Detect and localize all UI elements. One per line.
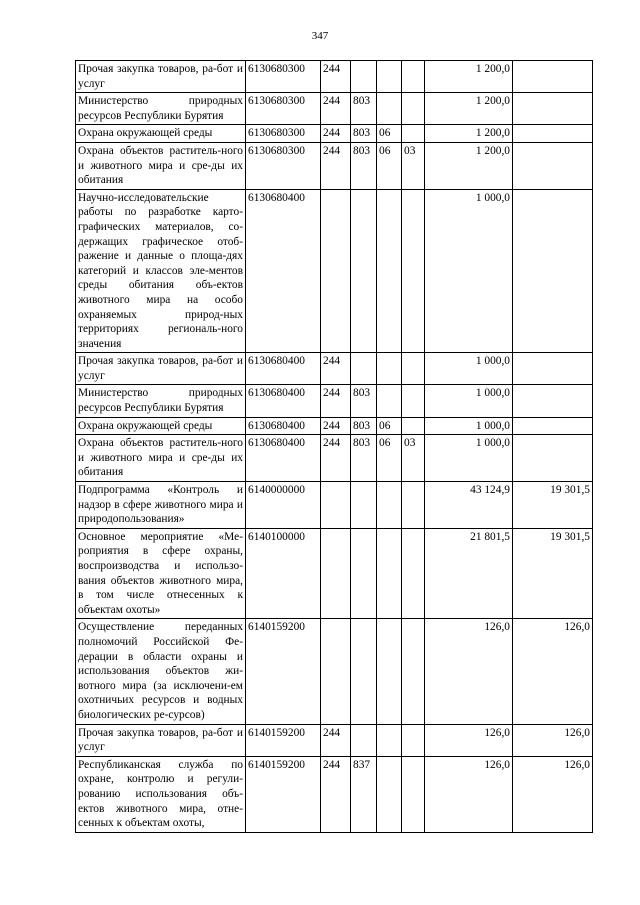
subsection-cell (402, 61, 425, 93)
section-cell: 06 (377, 417, 402, 435)
budget-table (75, 60, 593, 833)
target-article-cell: 6130680400 (246, 189, 321, 353)
section-cell (377, 482, 402, 529)
amount-year2-cell: 126,0 (513, 619, 593, 724)
amount-year1-cell: 1 000,0 (425, 417, 513, 435)
subsection-cell (402, 385, 425, 417)
section-cell (377, 353, 402, 385)
amount-year2-cell: 126,0 (513, 756, 593, 832)
expense-type-cell: 244 (321, 353, 351, 385)
amount-year2-cell: 19 301,5 (513, 482, 593, 529)
subsection-cell (402, 353, 425, 385)
amount-year2-cell (513, 417, 593, 435)
administrator-code-cell (351, 61, 377, 93)
administrator-code-cell: 803 (351, 142, 377, 189)
expense-type-cell: 244 (321, 142, 351, 189)
row-name-cell: Прочая закупка товаров, ра-бот и услуг (76, 61, 246, 93)
page-number: 347 (311, 30, 329, 42)
amount-year1-cell: 1 000,0 (425, 385, 513, 417)
target-article-cell: 6130680300 (246, 142, 321, 189)
row-name-cell: Охрана окружающей среды (76, 125, 246, 143)
target-article-cell: 6140159200 (246, 619, 321, 724)
section-cell (377, 756, 402, 832)
amount-year1-cell: 1 000,0 (425, 353, 513, 385)
amount-year2-cell (513, 353, 593, 385)
subsection-cell (402, 189, 425, 353)
table-row (76, 724, 593, 756)
expense-type-cell: 244 (321, 385, 351, 417)
table-row (76, 482, 593, 529)
administrator-code-cell: 803 (351, 385, 377, 417)
administrator-code-cell: 837 (351, 756, 377, 832)
row-name-cell: Подпрограмма «Контроль и надзор в сфере животного мира и природопользования» (76, 482, 246, 529)
section-cell (377, 385, 402, 417)
subsection-cell (402, 93, 425, 125)
subsection-cell (402, 528, 425, 619)
amount-year1-cell: 1 200,0 (425, 61, 513, 93)
row-name-cell: Охрана объектов раститель-ного и животного мира и сре-ды их обитания (76, 142, 246, 189)
administrator-code-cell (351, 619, 377, 724)
target-article-cell: 6130680300 (246, 125, 321, 143)
expense-type-cell (321, 619, 351, 724)
administrator-code-cell (351, 528, 377, 619)
administrator-code-cell: 803 (351, 93, 377, 125)
row-name-cell: Министерство природных ресурсов Республики Бурятия (76, 93, 246, 125)
expense-type-cell: 244 (321, 756, 351, 832)
administrator-code-cell (351, 353, 377, 385)
section-cell: 06 (377, 142, 402, 189)
table-row (76, 125, 593, 143)
target-article-cell: 6130680400 (246, 353, 321, 385)
row-name-cell: Министерство природных ресурсов Республики Бурятия (76, 385, 246, 417)
expense-type-cell: 244 (321, 724, 351, 756)
row-name-cell: Охрана объектов раститель-ного и животного мира и сре-ды их обитания (76, 435, 246, 482)
table-row (76, 417, 593, 435)
section-cell (377, 61, 402, 93)
amount-year1-cell: 126,0 (425, 724, 513, 756)
subsection-cell (402, 724, 425, 756)
target-article-cell: 6140159200 (246, 756, 321, 832)
amount-year1-cell: 1 200,0 (425, 142, 513, 189)
target-article-cell: 6130680300 (246, 93, 321, 125)
row-name-cell: Осуществление переданных полномочий Российской Фе-дерации в области охраны и использования объектов жи-вотного мира (за исключени-ем охотничьих ресурсов и водных биологических ре-сурсов) (76, 619, 246, 724)
amount-year1-cell: 43 124,9 (425, 482, 513, 529)
subsection-cell (402, 482, 425, 529)
row-name-cell: Охрана окружающей среды (76, 417, 246, 435)
table-row (76, 619, 593, 724)
expense-type-cell (321, 528, 351, 619)
expense-type-cell: 244 (321, 61, 351, 93)
amount-year1-cell: 1 200,0 (425, 93, 513, 125)
table-row (76, 756, 593, 832)
target-article-cell: 6130680400 (246, 417, 321, 435)
amount-year1-cell: 21 801,5 (425, 528, 513, 619)
amount-year2-cell: 126,0 (513, 724, 593, 756)
section-cell (377, 724, 402, 756)
subsection-cell (402, 125, 425, 143)
amount-year2-cell: 19 301,5 (513, 528, 593, 619)
target-article-cell: 6130680400 (246, 385, 321, 417)
table-row (76, 435, 593, 482)
table-row (76, 142, 593, 189)
subsection-cell (402, 619, 425, 724)
table-row (76, 528, 593, 619)
table-row (76, 353, 593, 385)
row-name-cell: Прочая закупка товаров, ра-бот и услуг (76, 353, 246, 385)
amount-year2-cell (513, 125, 593, 143)
section-cell (377, 528, 402, 619)
expense-type-cell: 244 (321, 417, 351, 435)
table-row (76, 385, 593, 417)
table-row (76, 93, 593, 125)
administrator-code-cell: 803 (351, 125, 377, 143)
subsection-cell (402, 417, 425, 435)
amount-year1-cell: 1 000,0 (425, 435, 513, 482)
target-article-cell: 6140159200 (246, 724, 321, 756)
expense-type-cell (321, 482, 351, 529)
amount-year2-cell (513, 435, 593, 482)
section-cell (377, 619, 402, 724)
amount-year1-cell: 126,0 (425, 619, 513, 724)
administrator-code-cell: 803 (351, 417, 377, 435)
section-cell: 06 (377, 125, 402, 143)
amount-year1-cell: 126,0 (425, 756, 513, 832)
administrator-code-cell (351, 189, 377, 353)
section-cell: 06 (377, 435, 402, 482)
amount-year2-cell (513, 189, 593, 353)
target-article-cell: 6130680400 (246, 435, 321, 482)
amount-year2-cell (513, 142, 593, 189)
expense-type-cell (321, 189, 351, 353)
target-article-cell: 6140000000 (246, 482, 321, 529)
table-row (76, 61, 593, 93)
section-cell (377, 189, 402, 353)
administrator-code-cell (351, 482, 377, 529)
row-name-cell: Республиканская служба по охране, контролю и регули-рованию использования объ-ектов животного мира, отне-сенных к объектам охоты, (76, 756, 246, 832)
section-cell (377, 93, 402, 125)
table-row (76, 189, 593, 353)
amount-year2-cell (513, 61, 593, 93)
amount-year1-cell: 1 200,0 (425, 125, 513, 143)
row-name-cell: Прочая закупка товаров, ра-бот и услуг (76, 724, 246, 756)
target-article-cell: 6140100000 (246, 528, 321, 619)
amount-year2-cell (513, 93, 593, 125)
row-name-cell: Научно-исследовательские работы по разработке карто-графических материалов, со-держащих графическое отоб-ражение и данные о площа-дях категорий и классов эле-ментов среды обитания объ-ектов животного мира на особо охраняемых природ-ных территориях региональ-ного значения (76, 189, 246, 353)
administrator-code-cell (351, 724, 377, 756)
subsection-cell (402, 756, 425, 832)
expense-type-cell: 244 (321, 435, 351, 482)
amount-year2-cell (513, 385, 593, 417)
expense-type-cell: 244 (321, 93, 351, 125)
row-name-cell: Основное мероприятие «Ме-роприятия в сфере охраны, воспроизводства и использо-вания объектов животного мира, в том числе отнесенных к объектам охоты» (76, 528, 246, 619)
amount-year1-cell: 1 000,0 (425, 189, 513, 353)
subsection-cell: 03 (402, 435, 425, 482)
administrator-code-cell: 803 (351, 435, 377, 482)
target-article-cell: 6130680300 (246, 61, 321, 93)
subsection-cell: 03 (402, 142, 425, 189)
expense-type-cell: 244 (321, 125, 351, 143)
